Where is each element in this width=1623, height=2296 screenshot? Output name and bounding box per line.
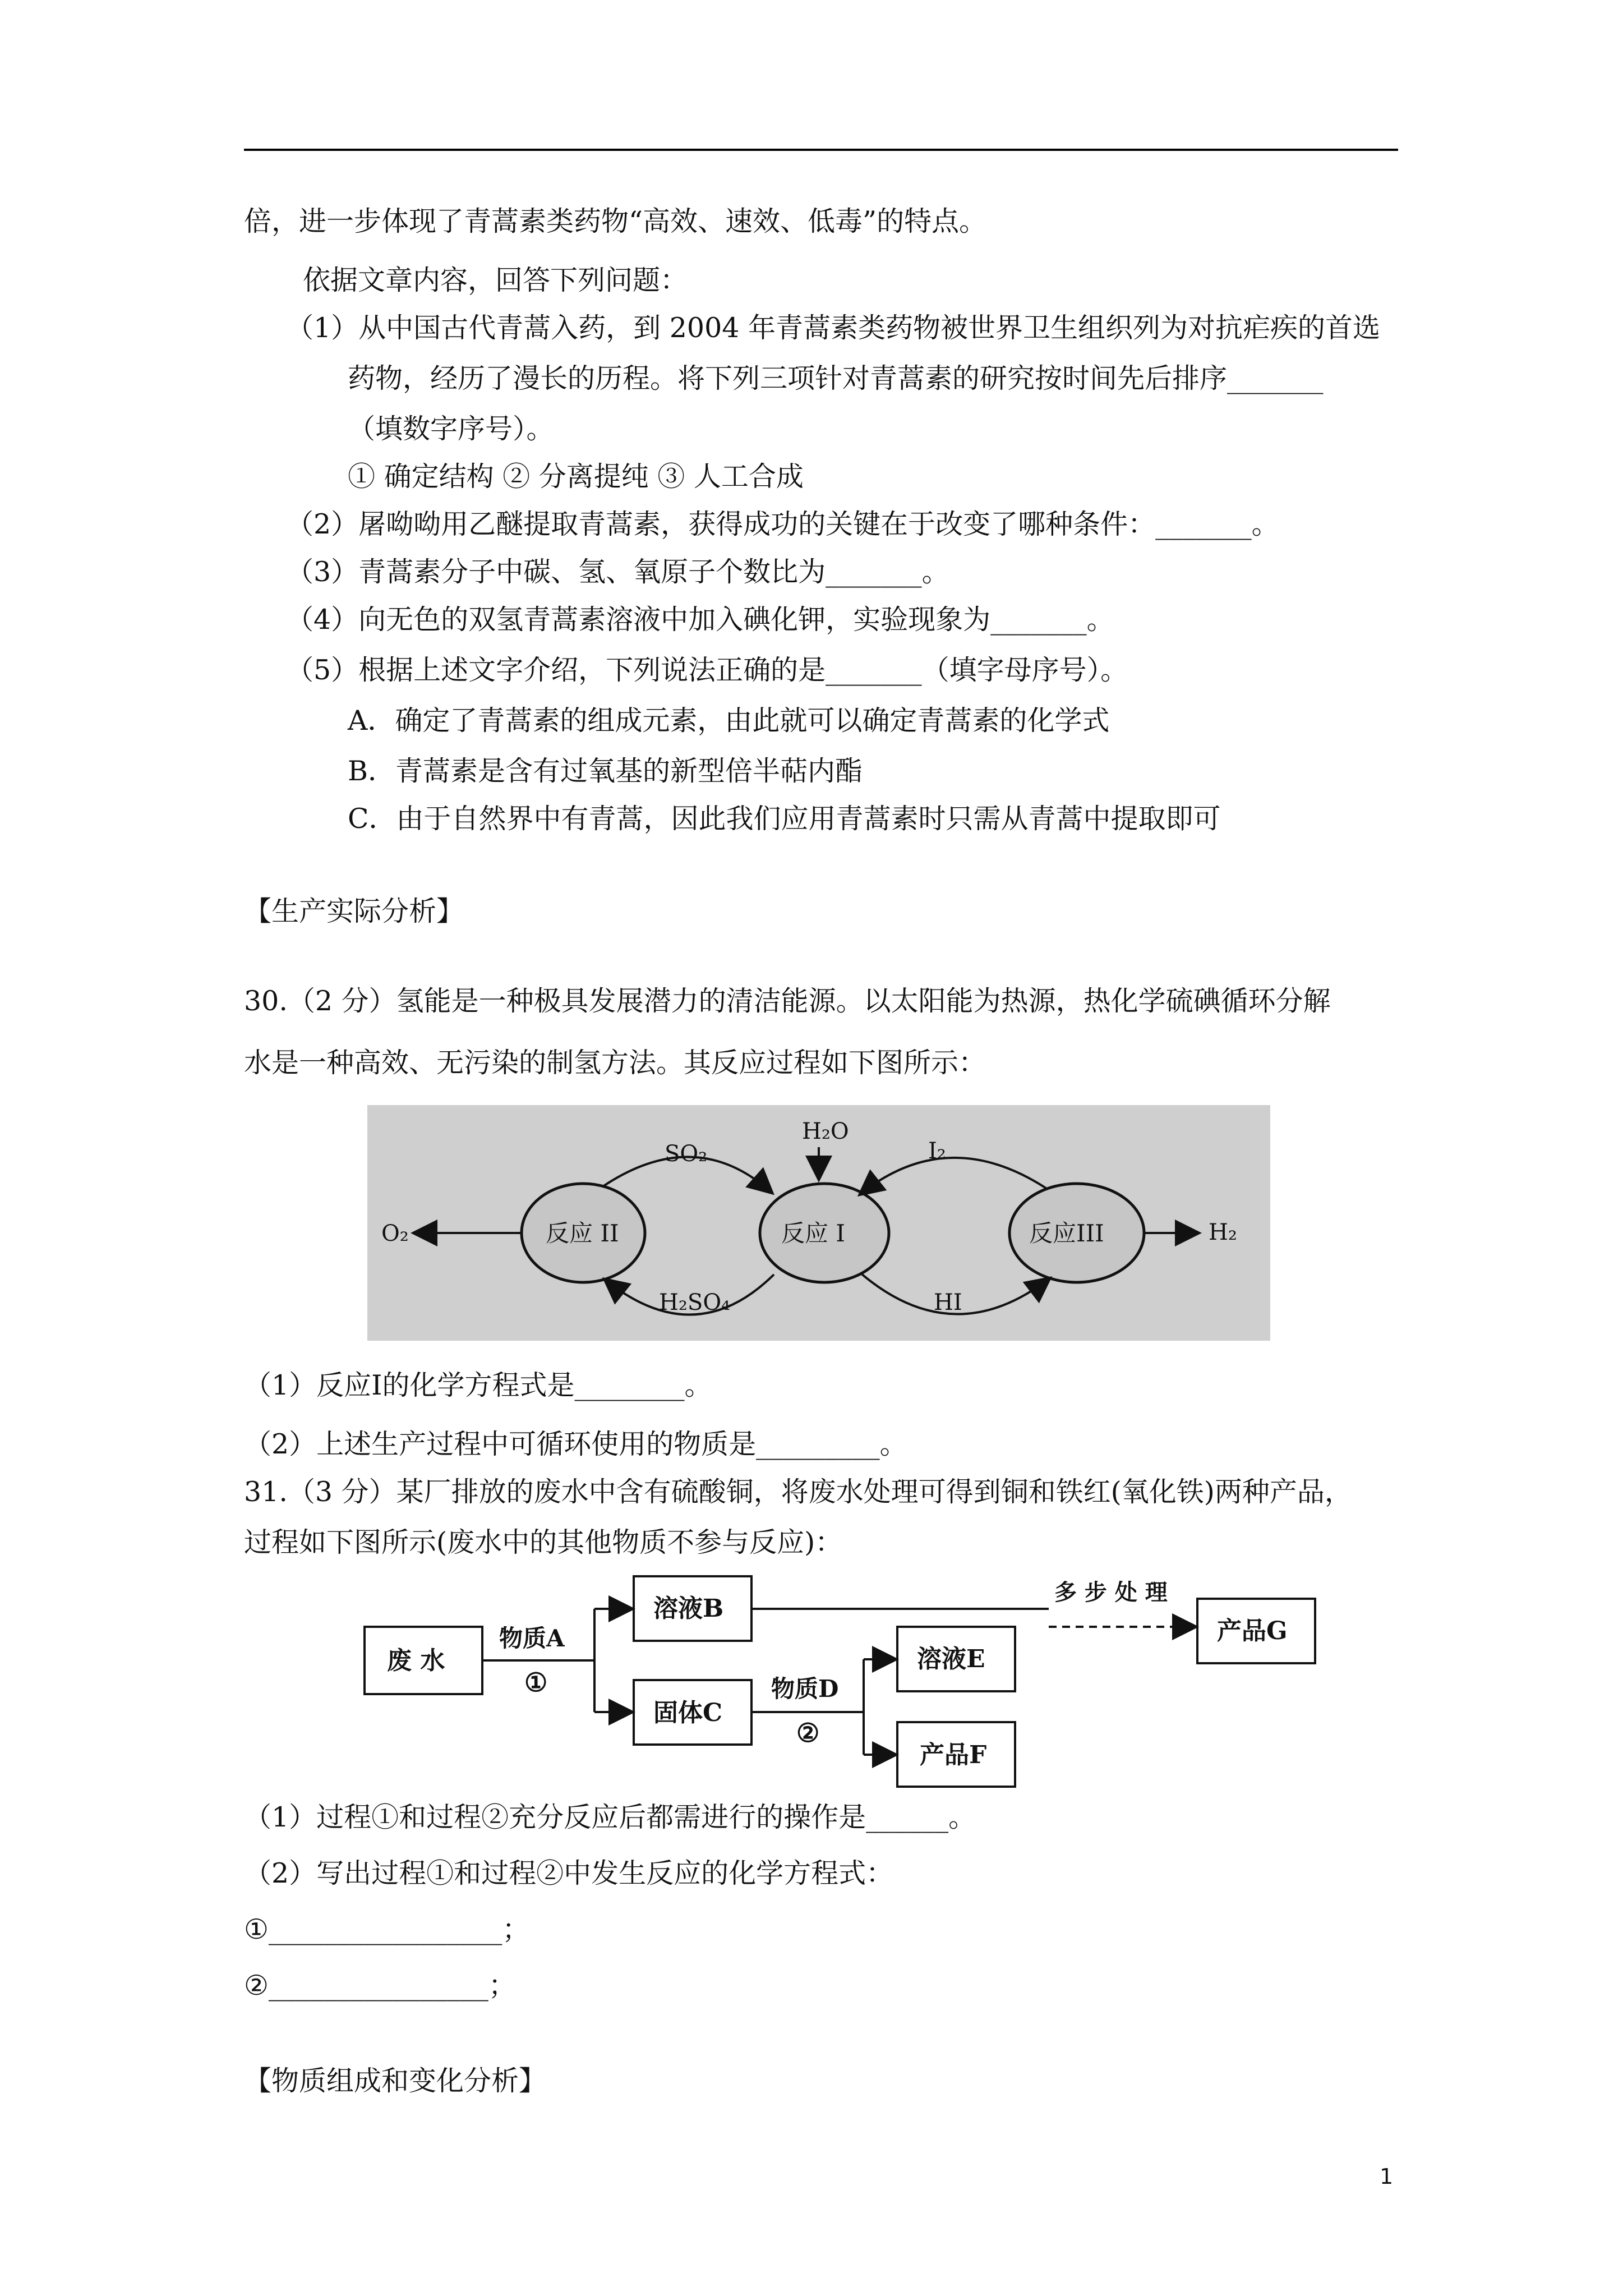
q30-sub1: （1）反应Ⅰ的化学方程式是________。 [244, 1369, 712, 1401]
q30-line2: 水是一种高效、无污染的制氢方法。其反应过程如下图所示： [244, 1047, 986, 1079]
step1-label: ① [524, 1667, 548, 1697]
q31-sub2: （2）写出过程①和过程②中发生反应的化学方程式： [244, 1857, 894, 1889]
q30-line1: 30.（2 分）氢能是一种极具发展潜力的清洁能源。以太阳能为热源，热化学硫碘循环分解 [244, 985, 1331, 1017]
q31-blank1: ①_________________； [244, 1913, 530, 1945]
multi-step-label: 多 步 处 理 [1054, 1579, 1168, 1605]
q1-line2: 药物，经历了漫长的历程。将下列三项针对青蒿素的研究按时间先后排序_______ [348, 362, 1324, 394]
solution-e-label: 溶液E [917, 1645, 985, 1673]
reaction2-label: 反应 II [546, 1220, 619, 1247]
h2o-label: H₂O [802, 1119, 849, 1144]
q1-options: ① 确定结构 ② 分离提纯 ③ 人工合成 [348, 461, 804, 493]
h2-label: H₂ [1209, 1220, 1237, 1245]
hi-label: HI [934, 1290, 962, 1315]
q31-line1: 31.（3 分）某厂排放的废水中含有硫酸铜，将废水处理可得到铜和铁红(氧化铁)两种产品， [244, 1476, 1352, 1508]
header-rule [244, 149, 1398, 151]
o2-label: O₂ [381, 1221, 409, 1246]
substance-a-label: 物质A [499, 1625, 565, 1652]
q31-line2: 过程如下图所示(废水中的其他物质不参与反应)： [244, 1526, 843, 1558]
product-g-label: 产品G [1217, 1617, 1288, 1645]
waste-water-label: 废 水 [387, 1646, 445, 1675]
so2-label: SO₂ [665, 1141, 708, 1167]
reaction3-label: 反应III [1029, 1220, 1104, 1247]
q5-option-a: A．确定了青蒿素的组成元素，由此就可以确定青蒿素的化学式 [348, 705, 1110, 737]
q5-text: （5）根据上述文字介绍，下列说法正确的是_______（填字母序号）。 [286, 654, 1128, 686]
reaction1-label: 反应 I [781, 1220, 845, 1247]
solid-c-label: 固体C [653, 1699, 723, 1727]
page-number: 1 [1380, 2164, 1394, 2189]
q5-option-c: C．由于自然界中有青蒿，因此我们应用青蒿素时只需从青蒿中提取即可 [348, 803, 1221, 835]
section-composition-analysis: 【物质组成和变化分析】 [244, 2065, 547, 2097]
product-f-label: 产品F [920, 1741, 987, 1769]
q3-text: （3）青蒿素分子中碳、氢、氧原子个数比为_______。 [286, 556, 949, 588]
solution-b-label: 溶液B [653, 1594, 724, 1623]
q2-text: （2）屠呦呦用乙醚提取青蒿素，获得成功的关键在于改变了哪种条件：_______。 [286, 508, 1279, 540]
question-intro: 依据文章内容，回答下列问题： [303, 264, 688, 296]
i2-label: I₂ [928, 1138, 946, 1164]
q30-sub2: （2）上述生产过程中可循环使用的物质是_________。 [244, 1428, 907, 1460]
q4-text: （4）向无色的双氢青蒿素溶液中加入碘化钾，实验现象为_______。 [286, 604, 1114, 636]
step2-label: ② [796, 1718, 820, 1748]
sulfur-iodine-cycle-diagram [367, 1105, 1270, 1341]
q5-option-b: B．青蒿素是含有过氧基的新型倍半萜内酯 [348, 755, 863, 787]
q31-sub1: （1）过程①和过程②充分反应后都需进行的操作是______。 [244, 1801, 976, 1833]
q31-blank2: ②________________； [244, 1970, 516, 2001]
h2so4-label: H₂SO₄ [659, 1290, 731, 1315]
q1-line3: （填数字序号）。 [348, 413, 554, 445]
section-production-analysis: 【生产实际分析】 [244, 895, 464, 927]
substance-d-label: 物质D [771, 1675, 839, 1703]
intro-line: 倍，进一步体现了青蒿素类药物“高效、速效、低毒”的特点。 [244, 205, 987, 237]
waste-water-flow-diagram [359, 1565, 1324, 1789]
q1-line1: （1）从中国古代青蒿入药，到 2004 年青蒿素类药物被世界卫生组织列为对抗疟疾的首选 [286, 312, 1381, 344]
